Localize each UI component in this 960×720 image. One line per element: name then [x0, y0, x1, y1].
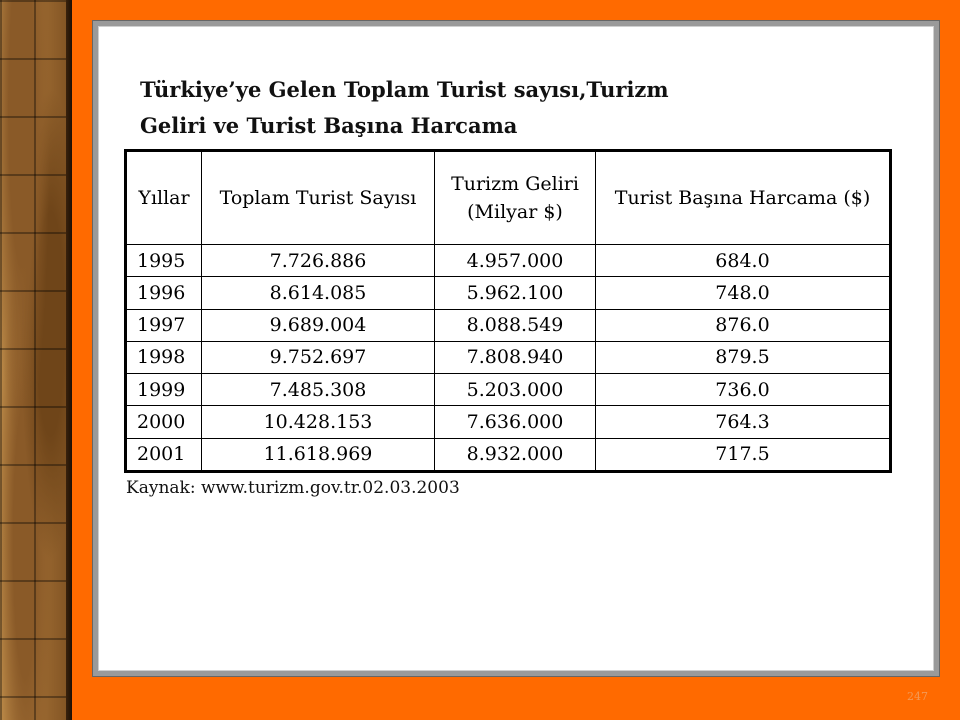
cell-year: 1997: [126, 309, 202, 341]
cell-revenue: 4.957.000: [435, 245, 596, 277]
cell-revenue: 7.808.940: [435, 341, 596, 373]
cell-total: 9.689.004: [202, 309, 435, 341]
cell-per-capita: 717.5: [596, 438, 891, 471]
table-row: [126, 374, 891, 406]
cell-total: 7.485.308: [202, 374, 435, 406]
decorative-wood-strip: [0, 0, 72, 720]
cell-revenue: 8.088.549: [435, 309, 596, 341]
cell-per-capita: 764.3: [596, 406, 891, 438]
cell-total: 10.428.153: [202, 406, 435, 438]
header-year: Yıllar: [126, 151, 202, 245]
header-revenue-line-1: Turizm Geliri: [451, 173, 579, 195]
table-row: [126, 406, 891, 438]
cell-total: 8.614.085: [202, 277, 435, 309]
table-row: [126, 245, 891, 277]
header-revenue-line-2: (Milyar $): [467, 201, 563, 223]
cell-per-capita: 736.0: [596, 374, 891, 406]
table-row: [126, 277, 891, 309]
cell-per-capita: 876.0: [596, 309, 891, 341]
cell-year: 1999: [126, 374, 202, 406]
header-tourism-revenue: [435, 151, 596, 245]
slide-title: [140, 72, 780, 144]
slide-title-line-2: Geliri ve Turist Başına Harcama: [140, 113, 518, 138]
cell-year: 2000: [126, 406, 202, 438]
page-number: 247: [907, 690, 928, 703]
cell-year: 1995: [126, 245, 202, 277]
source-note: Kaynak: www.turizm.gov.tr.02.03.2003: [126, 478, 460, 498]
header-per-tourist-spending: Turist Başına Harcama ($): [596, 151, 891, 245]
cell-per-capita: 879.5: [596, 341, 891, 373]
table-row: [126, 341, 891, 373]
tourism-table: [124, 149, 892, 473]
cell-total: 7.726.886: [202, 245, 435, 277]
cell-revenue: 7.636.000: [435, 406, 596, 438]
cell-revenue: 8.932.000: [435, 438, 596, 471]
cell-year: 1998: [126, 341, 202, 373]
cell-revenue: 5.203.000: [435, 374, 596, 406]
cell-total: 9.752.697: [202, 341, 435, 373]
cell-per-capita: 748.0: [596, 277, 891, 309]
table-header-row: [126, 151, 891, 245]
header-total-tourists: Toplam Turist Sayısı: [202, 151, 435, 245]
table-row: [126, 309, 891, 341]
cell-per-capita: 684.0: [596, 245, 891, 277]
cell-total: 11.618.969: [202, 438, 435, 471]
slide-title-line-1: Türkiye’ye Gelen Toplam Turist sayısı,Turizm: [140, 77, 669, 102]
cell-year: 2001: [126, 438, 202, 471]
cell-revenue: 5.962.100: [435, 277, 596, 309]
cell-year: 1996: [126, 277, 202, 309]
table-row: [126, 438, 891, 471]
